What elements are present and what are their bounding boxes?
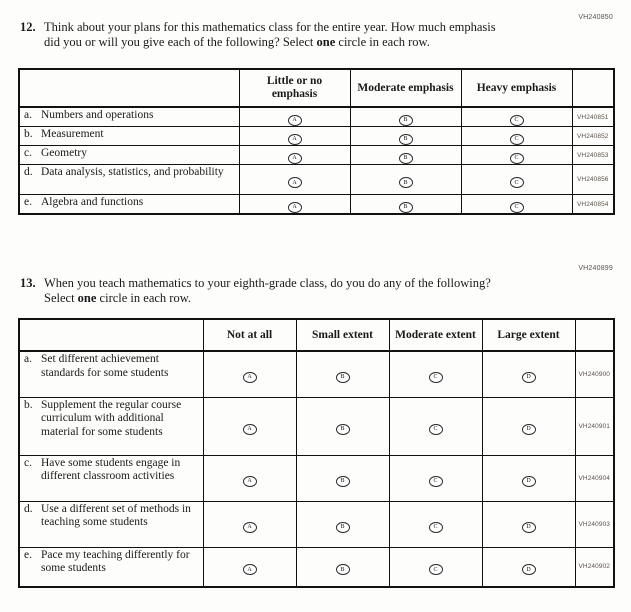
answer-cell[interactable] xyxy=(350,165,461,195)
question-13-header xyxy=(20,276,496,306)
row-letter: d. xyxy=(24,502,33,515)
row-label-cell xyxy=(19,195,239,215)
answer-cell[interactable] xyxy=(239,127,350,146)
row-code: VH240856 xyxy=(572,165,614,195)
answer-bubble-d[interactable]: D xyxy=(522,424,536,435)
table-row xyxy=(19,351,614,397)
answer-bubble-d[interactable]: D xyxy=(522,522,536,533)
answer-bubble-c[interactable]: C xyxy=(429,372,443,383)
empty-header-cell xyxy=(19,69,239,107)
row-label: Algebra and functions xyxy=(41,196,144,208)
question-12-code: VH240850 xyxy=(578,14,613,21)
answer-bubble-c[interactable]: C xyxy=(510,177,524,188)
question-13-text-before: When you teach mathematics to your eighth-grade class, do you do any of the following? Select xyxy=(44,276,491,305)
answer-cell[interactable] xyxy=(239,195,350,215)
answer-cell[interactable] xyxy=(296,547,389,587)
row-letter: a. xyxy=(24,353,32,365)
row-label-cell xyxy=(19,501,203,547)
column-header-small-extent: Small extent xyxy=(296,319,389,351)
table-row xyxy=(19,455,614,501)
answer-bubble-a[interactable]: A xyxy=(243,424,257,435)
table-row xyxy=(19,146,614,165)
answer-bubble-b[interactable]: B xyxy=(336,476,350,487)
row-letter: b. xyxy=(24,398,33,411)
column-header-moderate-emphasis: Moderate emphasis xyxy=(350,69,461,107)
answer-bubble-a[interactable]: A xyxy=(288,177,302,188)
table-row xyxy=(19,547,614,587)
column-header-little-or-no-emphasis: Little or no emphasis xyxy=(239,69,350,107)
answer-bubble-a[interactable]: A xyxy=(288,134,302,145)
question-13-text-after: circle in each row. xyxy=(96,291,192,305)
column-header-heavy-emphasis: Heavy emphasis xyxy=(461,69,572,107)
answer-bubble-c[interactable]: C xyxy=(429,522,443,533)
answer-cell[interactable] xyxy=(296,351,389,397)
row-code: VH240901 xyxy=(575,397,614,455)
answer-bubble-c[interactable]: C xyxy=(510,153,524,164)
row-label: Geometry xyxy=(41,147,87,159)
answer-cell[interactable] xyxy=(350,107,461,127)
question-12-text xyxy=(44,20,496,50)
question-13-table-header xyxy=(19,319,614,351)
row-letter: e. xyxy=(24,196,32,208)
row-letter: c. xyxy=(24,147,32,159)
answer-cell[interactable] xyxy=(203,351,296,397)
answer-cell[interactable] xyxy=(350,127,461,146)
answer-cell[interactable] xyxy=(482,397,575,455)
answer-bubble-a[interactable]: A xyxy=(288,153,302,164)
answer-cell[interactable] xyxy=(350,195,461,215)
row-label-cell xyxy=(19,107,239,127)
question-12-text-before: Think about your plans for this mathematics class for the entire year. How much emphasis did you or will you give each of the following? Select xyxy=(44,20,496,49)
answer-bubble-a[interactable]: A xyxy=(243,564,257,575)
answer-bubble-a[interactable]: A xyxy=(243,476,257,487)
answer-bubble-c[interactable]: C xyxy=(429,476,443,487)
answer-cell[interactable] xyxy=(203,501,296,547)
question-12-text-after: circle in each row. xyxy=(335,35,430,49)
answer-cell[interactable] xyxy=(389,351,482,397)
table-row xyxy=(19,397,614,455)
question-13-table xyxy=(18,318,615,588)
answer-cell[interactable] xyxy=(461,195,572,215)
answer-bubble-a[interactable]: A xyxy=(288,115,302,126)
row-label: Supplement the regular course curriculum with additional material for some students xyxy=(41,398,182,438)
question-13-text xyxy=(44,276,496,306)
row-label-cell xyxy=(19,127,239,146)
question-13-text-bold: one xyxy=(77,291,97,305)
answer-bubble-b[interactable]: B xyxy=(399,153,413,164)
row-letter: c. xyxy=(24,456,32,469)
answer-cell[interactable] xyxy=(482,501,575,547)
row-label: Pace my teaching differently for some students xyxy=(41,548,190,574)
answer-cell[interactable] xyxy=(461,127,572,146)
answer-bubble-b[interactable]: B xyxy=(336,372,350,383)
answer-cell[interactable] xyxy=(389,547,482,587)
answer-bubble-c[interactable]: C xyxy=(429,564,443,575)
row-label: Have some students engage in different classroom activities xyxy=(41,456,181,482)
row-label-cell xyxy=(19,455,203,501)
row-code: VH240854 xyxy=(572,195,614,215)
answer-cell[interactable] xyxy=(296,397,389,455)
row-label-cell xyxy=(19,146,239,165)
answer-cell[interactable] xyxy=(389,455,482,501)
answer-bubble-a[interactable]: A xyxy=(243,372,257,383)
question-12-table-header xyxy=(19,69,614,107)
row-code: VH240903 xyxy=(575,501,614,547)
answer-bubble-d[interactable]: D xyxy=(522,564,536,575)
table-row xyxy=(19,127,614,146)
answer-cell[interactable] xyxy=(482,351,575,397)
row-label: Numbers and operations xyxy=(41,109,154,121)
row-code: VH240904 xyxy=(575,455,614,501)
row-code: VH240852 xyxy=(572,127,614,146)
answer-bubble-b[interactable]: B xyxy=(336,424,350,435)
answer-cell[interactable] xyxy=(482,455,575,501)
row-label: Measurement xyxy=(41,128,104,140)
answer-cell[interactable] xyxy=(389,397,482,455)
empty-header-cell xyxy=(19,319,203,351)
row-letter: d. xyxy=(24,166,33,178)
row-code: VH240902 xyxy=(575,547,614,587)
question-12-header xyxy=(20,20,496,50)
question-13-number: 13. xyxy=(20,276,36,290)
answer-bubble-b[interactable]: B xyxy=(336,522,350,533)
answer-cell[interactable] xyxy=(482,547,575,587)
row-label: Set different achievement standards for some students xyxy=(41,353,169,379)
answer-bubble-b[interactable]: B xyxy=(399,177,413,188)
answer-bubble-c[interactable]: C xyxy=(429,424,443,435)
answer-cell[interactable] xyxy=(203,455,296,501)
answer-bubble-b[interactable]: B xyxy=(399,115,413,126)
answer-bubble-b[interactable]: B xyxy=(399,202,413,213)
answer-bubble-a[interactable]: A xyxy=(243,522,257,533)
answer-cell[interactable] xyxy=(350,146,461,165)
question-13-code: VH240899 xyxy=(578,265,613,272)
answer-bubble-c[interactable]: C xyxy=(510,115,524,126)
answer-cell[interactable] xyxy=(461,146,572,165)
column-header-large-extent: Large extent xyxy=(482,319,575,351)
answer-bubble-c[interactable]: C xyxy=(510,202,524,213)
row-label-cell xyxy=(19,351,203,397)
row-label-cell xyxy=(19,547,203,587)
answer-cell[interactable] xyxy=(296,501,389,547)
row-label: Use a different set of methods in teaching some students xyxy=(41,502,191,528)
row-label: Data analysis, statistics, and probability xyxy=(41,166,224,178)
answer-cell[interactable] xyxy=(203,547,296,587)
row-code: VH240851 xyxy=(572,107,614,127)
answer-bubble-c[interactable]: C xyxy=(510,134,524,145)
row-letter: e. xyxy=(24,548,32,561)
table-row xyxy=(19,165,614,195)
column-header-moderate-extent: Moderate extent xyxy=(389,319,482,351)
answer-cell[interactable] xyxy=(239,146,350,165)
question-12-number: 12. xyxy=(20,20,36,34)
empty-code-header-cell xyxy=(575,319,614,351)
row-code: VH240900 xyxy=(575,351,614,397)
answer-cell[interactable] xyxy=(239,165,350,195)
empty-code-header-cell xyxy=(572,69,614,107)
answer-cell[interactable] xyxy=(389,501,482,547)
answer-bubble-a[interactable]: A xyxy=(288,202,302,213)
answer-cell[interactable] xyxy=(203,397,296,455)
table-row xyxy=(19,195,614,215)
answer-cell[interactable] xyxy=(461,165,572,195)
question-12-table xyxy=(18,68,615,215)
answer-bubble-b[interactable]: B xyxy=(336,564,350,575)
answer-bubble-d[interactable]: D xyxy=(522,372,536,383)
answer-bubble-b[interactable]: B xyxy=(399,134,413,145)
row-label-cell xyxy=(19,397,203,455)
question-12-text-bold: one xyxy=(316,35,336,49)
answer-cell[interactable] xyxy=(461,107,572,127)
row-letter: b. xyxy=(24,128,33,140)
answer-cell[interactable] xyxy=(239,107,350,127)
answer-bubble-d[interactable]: D xyxy=(522,476,536,487)
column-header-not-at-all: Not at all xyxy=(203,319,296,351)
table-row xyxy=(19,501,614,547)
row-label-cell xyxy=(19,165,239,195)
table-row xyxy=(19,107,614,127)
answer-cell[interactable] xyxy=(296,455,389,501)
row-letter: a. xyxy=(24,109,32,121)
row-code: VH240853 xyxy=(572,146,614,165)
